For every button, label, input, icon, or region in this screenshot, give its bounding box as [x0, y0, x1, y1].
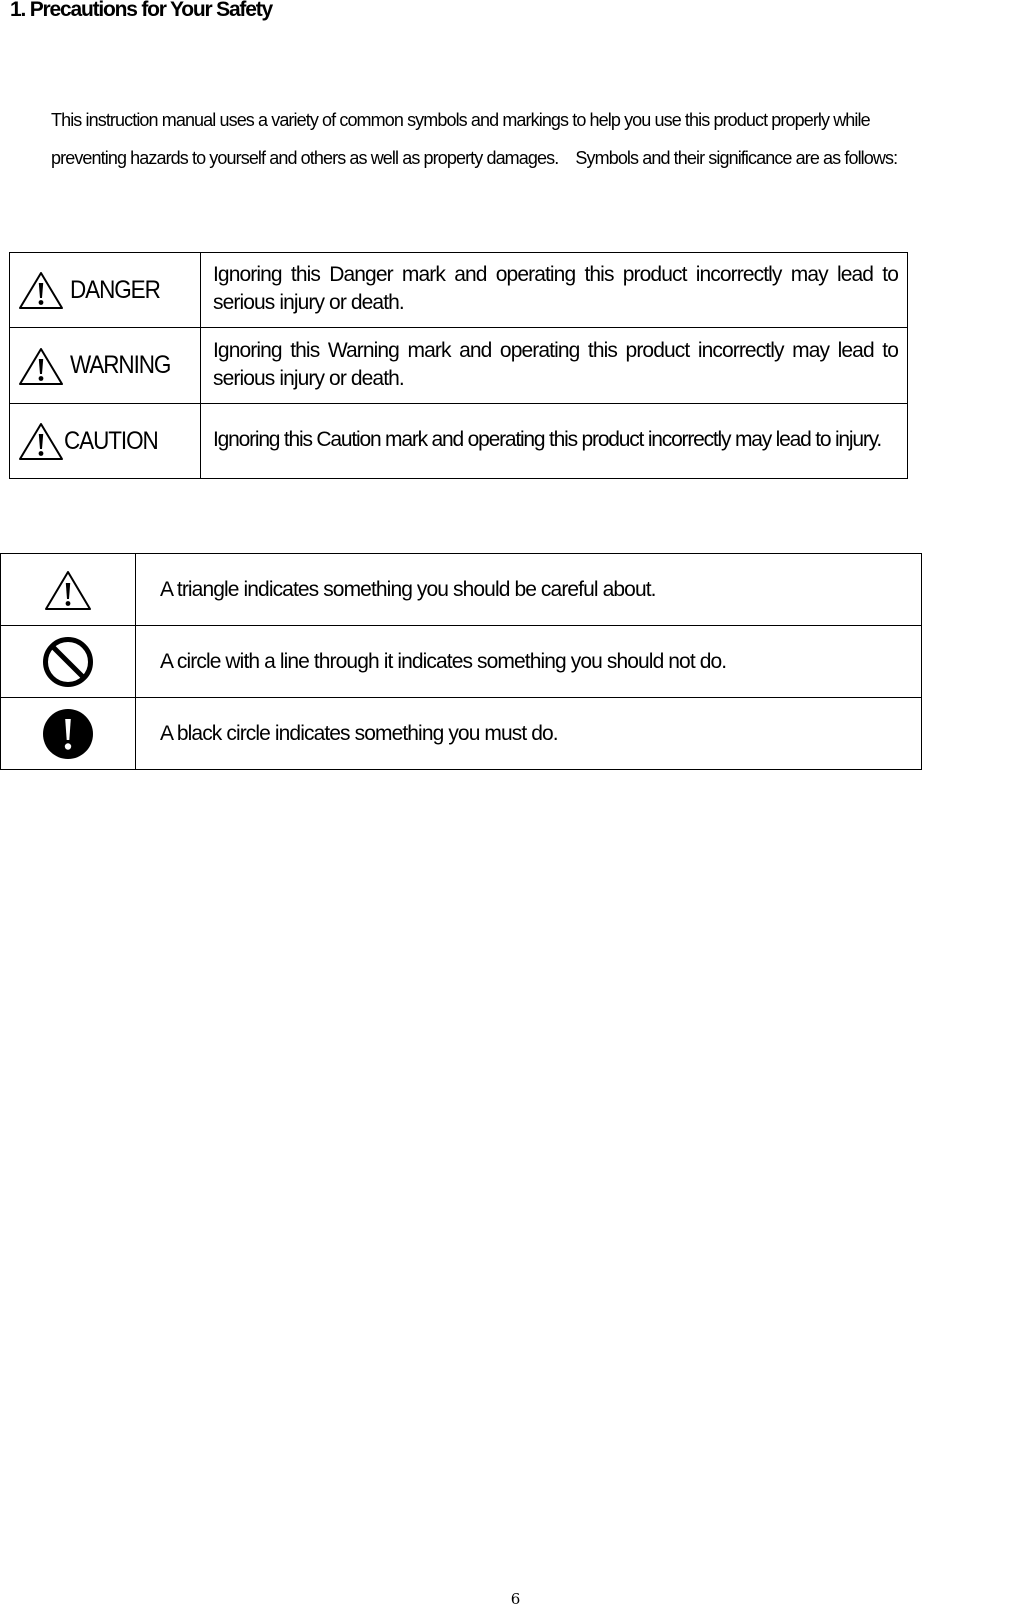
hazard-level-description: Ignoring this Danger mark and operating this product incorrectly may lead to serious injury or death. [201, 253, 908, 328]
warning-triangle-icon [44, 569, 92, 611]
hazard-level-label: DANGER [70, 275, 160, 304]
symbol-row-prohibition [1, 626, 922, 698]
intro-line-1: This instruction manual uses a variety of common symbols and markings to help you use this product properly while [51, 110, 870, 130]
prohibition-icon [42, 636, 94, 688]
symbol-row-mandatory [1, 698, 922, 770]
hazard-level-description: Ignoring this Caution mark and operating this product incorrectly may lead to injury. [201, 404, 908, 479]
symbol-description: A black circle indicates something you must do. [136, 698, 922, 770]
intro-paragraph [51, 101, 1031, 177]
warning-triangle-icon [18, 346, 64, 386]
hazard-level-description: Ignoring this Warning mark and operating this product incorrectly may lead to serious injury or death. [201, 328, 908, 404]
hazard-level-row-warning [10, 328, 908, 404]
page-title: 1. Precautions for Your Safety [10, 0, 272, 21]
symbol-description: A triangle indicates something you should be careful about. [136, 554, 922, 626]
hazard-level-label: CAUTION [64, 426, 158, 455]
symbol-row-triangle [1, 554, 922, 626]
symbol-description: A circle with a line through it indicates something you should not do. [136, 626, 922, 698]
hazard-level-row-danger [10, 253, 908, 328]
symbol-legend-table [0, 553, 922, 770]
hazard-level-row-caution [10, 404, 908, 479]
warning-triangle-icon [18, 270, 64, 310]
hazard-level-label: WARNING [70, 351, 171, 379]
mandatory-action-icon [42, 708, 94, 760]
hazard-levels-table [9, 252, 908, 479]
warning-triangle-icon [18, 421, 64, 461]
intro-line-2: preventing hazards to yourself and others as well as property damages. Symbols and their significance are as follows: [51, 148, 898, 168]
page-number: 6 [510, 1590, 521, 1608]
